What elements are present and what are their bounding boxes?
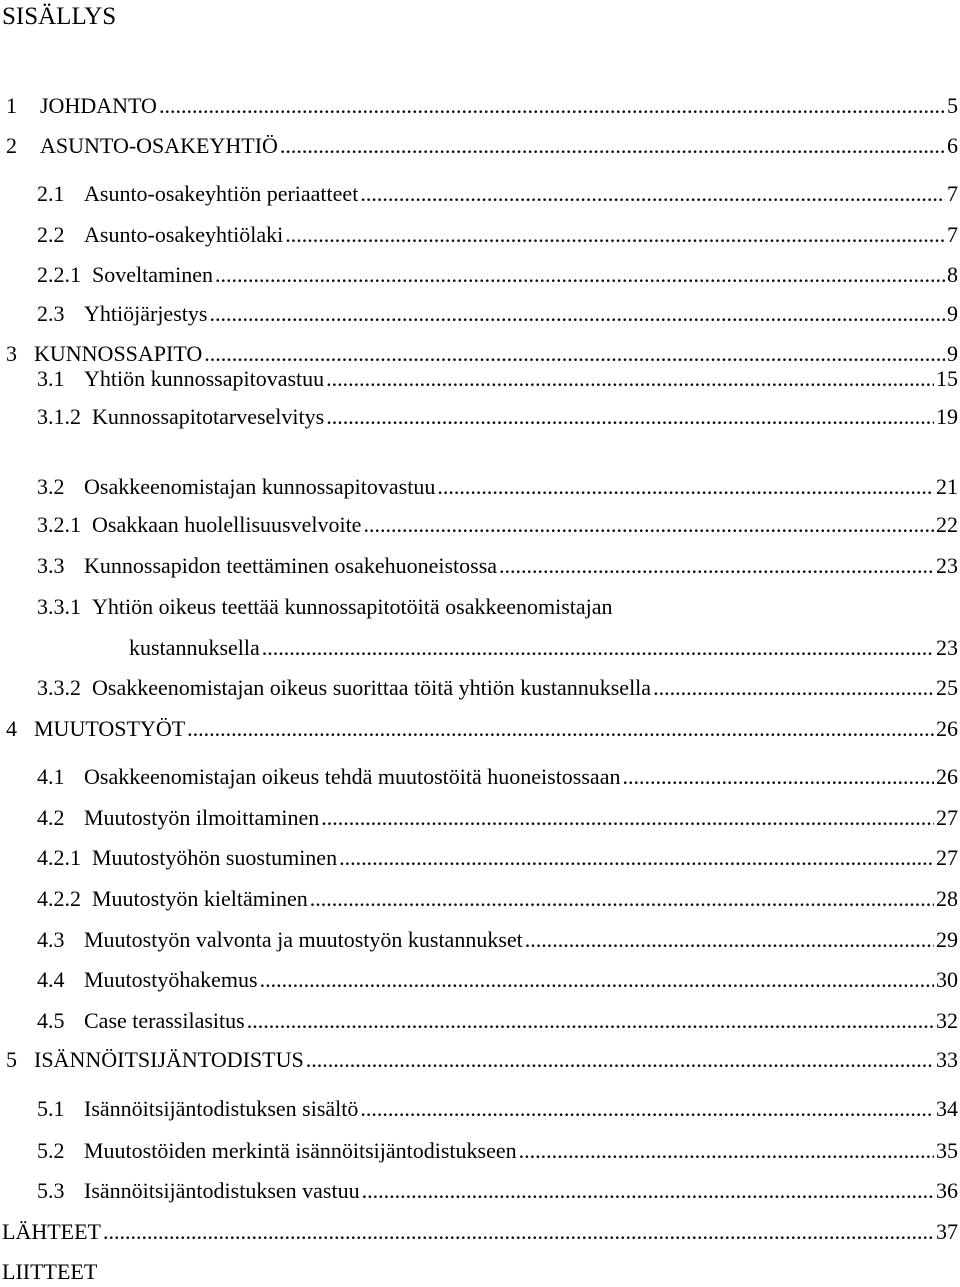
toc-page: 6: [947, 133, 958, 158]
toc-label: Yhtiön oikeus teettää kunnossapitotöitä osakkeenomistajan: [92, 594, 613, 619]
toc-number: 3.1: [37, 366, 65, 391]
toc-entry: [0, 843, 958, 873]
toc-number: 5.3: [37, 1178, 65, 1203]
toc-label: Muutostyöhakemus: [84, 967, 258, 992]
toc-entry: [129, 633, 958, 663]
toc-page: 23: [936, 635, 958, 660]
toc-label: Isännöitsijäntodistuksen vastuu: [84, 1178, 360, 1203]
toc-label: LÄHTEET: [2, 1219, 101, 1244]
toc-label: Yhtiöjärjestys: [84, 301, 208, 326]
toc-label: ASUNTO-OSAKEYHTIÖ: [40, 133, 278, 158]
toc-entry: [0, 673, 958, 703]
toc-label: Asunto-osakeyhtiön periaatteet: [84, 181, 359, 206]
toc-number: 3.2: [37, 474, 65, 499]
toc-number: 3.2.1: [37, 512, 81, 537]
toc-number: 3.3.1: [37, 594, 81, 619]
toc-label: Osakkeenomistajan oikeus suorittaa töitä yhtiön kustannuksella: [92, 675, 652, 700]
toc-leader: [321, 803, 934, 833]
toc-page: 25: [936, 675, 958, 700]
toc-leader: [209, 299, 945, 329]
toc-leader: [362, 1176, 934, 1206]
toc-page: 27: [936, 805, 958, 830]
toc-label: Soveltaminen: [92, 262, 213, 287]
toc-entry: [0, 260, 958, 290]
toc-leader: [339, 843, 934, 873]
toc-leader: [285, 220, 945, 250]
toc-entry: [0, 472, 958, 502]
toc-page: 21: [936, 474, 958, 499]
toc-number: 4.4: [37, 967, 65, 992]
toc-number: 5.1: [37, 1096, 65, 1121]
toc-leader: [215, 260, 945, 290]
toc-leader: [622, 762, 934, 792]
toc-entry: [0, 510, 958, 540]
toc-entry: [0, 1217, 958, 1247]
toc-label: Asunto-osakeyhtiölaki: [84, 222, 284, 247]
toc-page: 37: [936, 1219, 958, 1244]
toc-page: 32: [936, 1008, 958, 1033]
toc-number: 4.3: [37, 927, 65, 952]
toc-leader: [187, 714, 934, 744]
toc-entry-line: [37, 592, 613, 622]
toc-entry: [0, 179, 958, 209]
toc-number: 4.1: [37, 764, 65, 789]
toc-page: 30: [936, 967, 958, 992]
toc-page: 19: [936, 404, 958, 429]
toc-leader: [437, 472, 934, 502]
toc-entry: [0, 1045, 958, 1075]
toc-entry: [0, 884, 958, 914]
toc-number: 5: [6, 1047, 17, 1072]
toc-label: Muutostyön valvonta ja muutostyön kustannukset: [84, 927, 523, 952]
toc-leader: [262, 633, 934, 663]
toc-leader: [103, 1217, 934, 1247]
toc-number: 1: [6, 93, 17, 118]
toc-leader: [360, 1094, 934, 1124]
toc-label: Case terassilasitus: [84, 1008, 245, 1033]
toc-entry: [0, 220, 958, 250]
toc-leader: [306, 1045, 934, 1075]
toc-page: 7: [947, 181, 958, 206]
toc-label: Muutostöiden merkintä isännöitsijäntodistukseen: [84, 1138, 517, 1163]
toc-label: KUNNOSSAPITO: [34, 341, 203, 366]
toc-label: Osakkeenomistajan oikeus tehdä muutostöitä huoneistossaan: [84, 764, 621, 789]
toc-page: 29: [936, 927, 958, 952]
toc-number: 2.2: [37, 222, 65, 247]
toc-number: 2.1: [37, 181, 65, 206]
toc-number: 4.5: [37, 1008, 65, 1033]
toc-page: 9: [947, 341, 958, 366]
toc-number: 3.1.2: [37, 404, 81, 429]
toc-entry: [0, 762, 958, 792]
toc-label: MUUTOSTYÖT: [34, 716, 186, 741]
toc-page: 28: [936, 886, 958, 911]
toc-page: 34: [936, 1096, 958, 1121]
toc-number: 4: [6, 716, 17, 741]
toc-leader: [519, 1136, 934, 1166]
toc-entry: [0, 299, 958, 329]
toc-leader: [360, 179, 945, 209]
toc-leader: [247, 1006, 934, 1036]
toc-page: 5: [947, 93, 958, 118]
toc-trailing-heading: LIITTEET: [2, 1259, 98, 1284]
toc-leader: [260, 965, 934, 995]
toc-page: 15: [936, 366, 958, 391]
toc-page: 26: [936, 716, 958, 741]
toc-label: Isännöitsijäntodistuksen sisältö: [84, 1096, 359, 1121]
toc-number: 5.2: [37, 1138, 65, 1163]
toc-entry: [0, 925, 958, 955]
toc-leader: [326, 402, 934, 432]
toc-entry: [0, 364, 958, 394]
toc-number: 4.2.2: [37, 886, 81, 911]
toc-entry: [0, 402, 958, 432]
toc-label: Muutostyön kieltäminen: [92, 886, 308, 911]
toc-page: 8: [947, 262, 958, 287]
toc-entry: [0, 551, 958, 581]
toc-label: Yhtiön kunnossapitovastuu: [84, 366, 325, 391]
toc-entry: [0, 965, 958, 995]
toc-page: 22: [936, 512, 958, 537]
toc-number: 2: [6, 133, 17, 158]
page-title: SISÄLLYS: [2, 3, 117, 30]
toc-number: 4.2: [37, 805, 65, 830]
toc-page: 33: [936, 1047, 958, 1072]
toc-entry: [0, 91, 958, 121]
toc-label: ISÄNNÖITSIJÄNTODISTUS: [34, 1047, 304, 1072]
toc-label: JOHDANTO: [40, 93, 157, 118]
toc-entry: [0, 714, 958, 744]
toc-leader: [310, 884, 934, 914]
toc-page: 27: [936, 845, 958, 870]
toc-number: 3: [6, 341, 17, 366]
toc-leader: [326, 364, 934, 394]
toc-number: 4.2.1: [37, 845, 81, 870]
toc-label: Kunnossapidon teettäminen osakehuoneistossa: [84, 553, 498, 578]
toc-label: Osakkeenomistajan kunnossapitovastuu: [84, 474, 436, 499]
toc-number: 3.3: [37, 553, 65, 578]
toc-label: Muutostyöhön suostuminen: [92, 845, 338, 870]
toc-page: 35: [936, 1138, 958, 1163]
toc-entry: [0, 1176, 958, 1206]
toc-number: 2.2.1: [37, 262, 81, 287]
toc-entry: [0, 1136, 958, 1166]
toc-number: 2.3: [37, 301, 65, 326]
toc-leader: [525, 925, 934, 955]
toc-label-continued: kustannuksella: [129, 635, 260, 660]
toc-leader: [653, 673, 934, 703]
toc-page: 36: [936, 1178, 958, 1203]
toc-entry: [0, 131, 958, 161]
toc-leader: [159, 91, 945, 121]
toc-entry: [0, 1006, 958, 1036]
toc-label: Kunnossapitotarveselvitys: [92, 404, 325, 429]
toc-entry: [0, 1094, 958, 1124]
toc-page: 23: [936, 553, 958, 578]
toc-label: Osakkaan huolellisuusvelvoite: [92, 512, 362, 537]
toc-number: 3.3.2: [37, 675, 81, 700]
toc-page: 26: [936, 764, 958, 789]
toc-leader: [280, 131, 945, 161]
toc-leader: [363, 510, 934, 540]
toc-page: 9: [947, 301, 958, 326]
toc-page: 7: [947, 222, 958, 247]
toc-leader: [499, 551, 934, 581]
toc-entry: [0, 803, 958, 833]
toc-label: Muutostyön ilmoittaminen: [84, 805, 320, 830]
